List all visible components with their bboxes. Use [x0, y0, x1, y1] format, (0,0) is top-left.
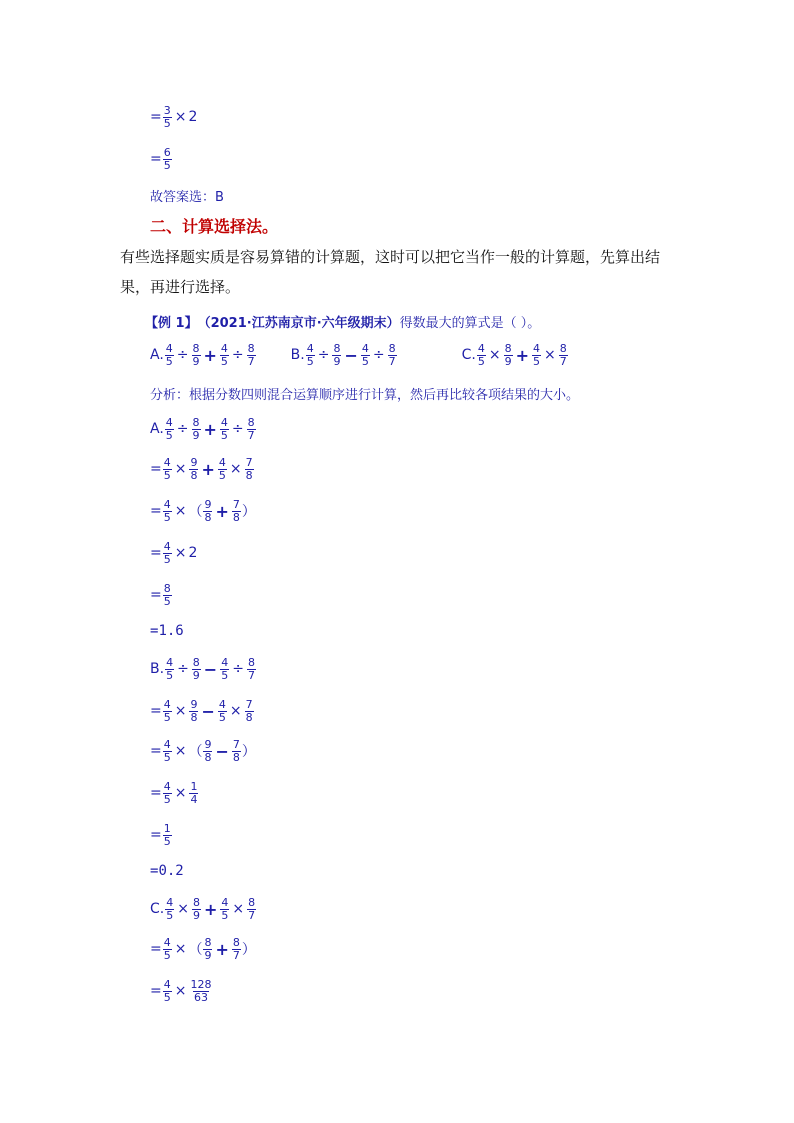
solution-a-line: = $\frac{4}{5}$ × $\frac{9}{8}$ + $\frac{4}{5}$ × $\frac{7}{8}$ [150, 455, 253, 482]
option-c: C. $\frac{4}{5}$ × $\frac{8}{9}$ + $\frac{4}{5}$ × $\frac{8}{7}$ [461, 341, 567, 368]
solution-b-line: = $\frac{4}{5}$ × $\frac{1}{4}$ [150, 779, 198, 806]
fraction: $\frac{6}{5}$ [163, 145, 171, 172]
solution-b-line: = $\frac{1}{5}$ [150, 821, 171, 848]
analysis-text: 分析：根据分数四则混合运算顺序进行计算，然后再比较各项结果的大小。 [150, 387, 580, 403]
solution-c-line: = $\frac{4}{5}$ × （ $\frac{8}{9}$ + $\frac{8}{7}$ ） [150, 935, 256, 962]
eq-sign: = [150, 109, 162, 125]
solution-b-result: = 0.2 [150, 863, 184, 879]
solution-c-line: = $\frac{4}{5}$ × $\frac{128}{63}$ [150, 977, 212, 1004]
section-paragraph: 有些选择题实质是容易算错的计算题，这时可以把它当作一般的计算题，先算出结果，再进行选择。 [120, 248, 661, 296]
number: 2 [188, 109, 198, 125]
solution-b-line: = $\frac{4}{5}$ × （ $\frac{9}{8}$ − $\frac{7}{8}$ ） [150, 737, 256, 764]
example-title [145, 308, 540, 334]
solution-a-line: = $\frac{8}{5}$ [150, 581, 171, 608]
example-source: （2021·江苏南京市·六年级期末） [197, 315, 400, 331]
solution-a-result: = 1.6 [150, 623, 184, 639]
solution-a-line: A. $\frac{4}{5}$ ÷ $\frac{8}{9}$ + $\frac{4}{5}$ ÷ $\frac{8}{7}$ [150, 415, 255, 442]
calc-line [150, 104, 197, 130]
section-heading: 二、计算选择法。 [150, 217, 279, 236]
solution-a-line: = $\frac{4}{5}$ × （ $\frac{9}{8}$ + $\frac{7}{8}$ ） [150, 497, 256, 524]
solution-a-line: = $\frac{4}{5}$ × 2 [150, 539, 198, 566]
option-a: A. $\frac{4}{5}$ ÷ $\frac{8}{9}$ + $\frac{4}{5}$ ÷ $\frac{8}{7}$ [150, 341, 255, 368]
times-sign: × [174, 109, 187, 125]
eq-sign: = [150, 151, 162, 167]
options-row [150, 342, 569, 368]
fraction: $\frac{3}{5}$ [163, 103, 171, 130]
answer-line: 故答案选：B [150, 189, 224, 205]
calc-line [150, 146, 173, 172]
solution-b-line: B. $\frac{4}{5}$ ÷ $\frac{8}{9}$ − $\frac{4}{5}$ ÷ $\frac{8}{7}$ [150, 655, 255, 682]
example-question: 得数最大的算式是（ ）。 [399, 315, 541, 331]
solution-b-line: = $\frac{4}{5}$ × $\frac{9}{8}$ − $\frac{4}{5}$ × $\frac{7}{8}$ [150, 697, 253, 724]
solution-c-line: C. $\frac{4}{5}$ × $\frac{8}{9}$ + $\frac{4}{5}$ × $\frac{8}{7}$ [150, 895, 256, 922]
example-label: 【例 1】 [145, 315, 198, 331]
option-b: B. $\frac{4}{5}$ ÷ $\frac{8}{9}$ − $\frac{4}{5}$ ÷ $\frac{8}{7}$ [290, 341, 396, 368]
